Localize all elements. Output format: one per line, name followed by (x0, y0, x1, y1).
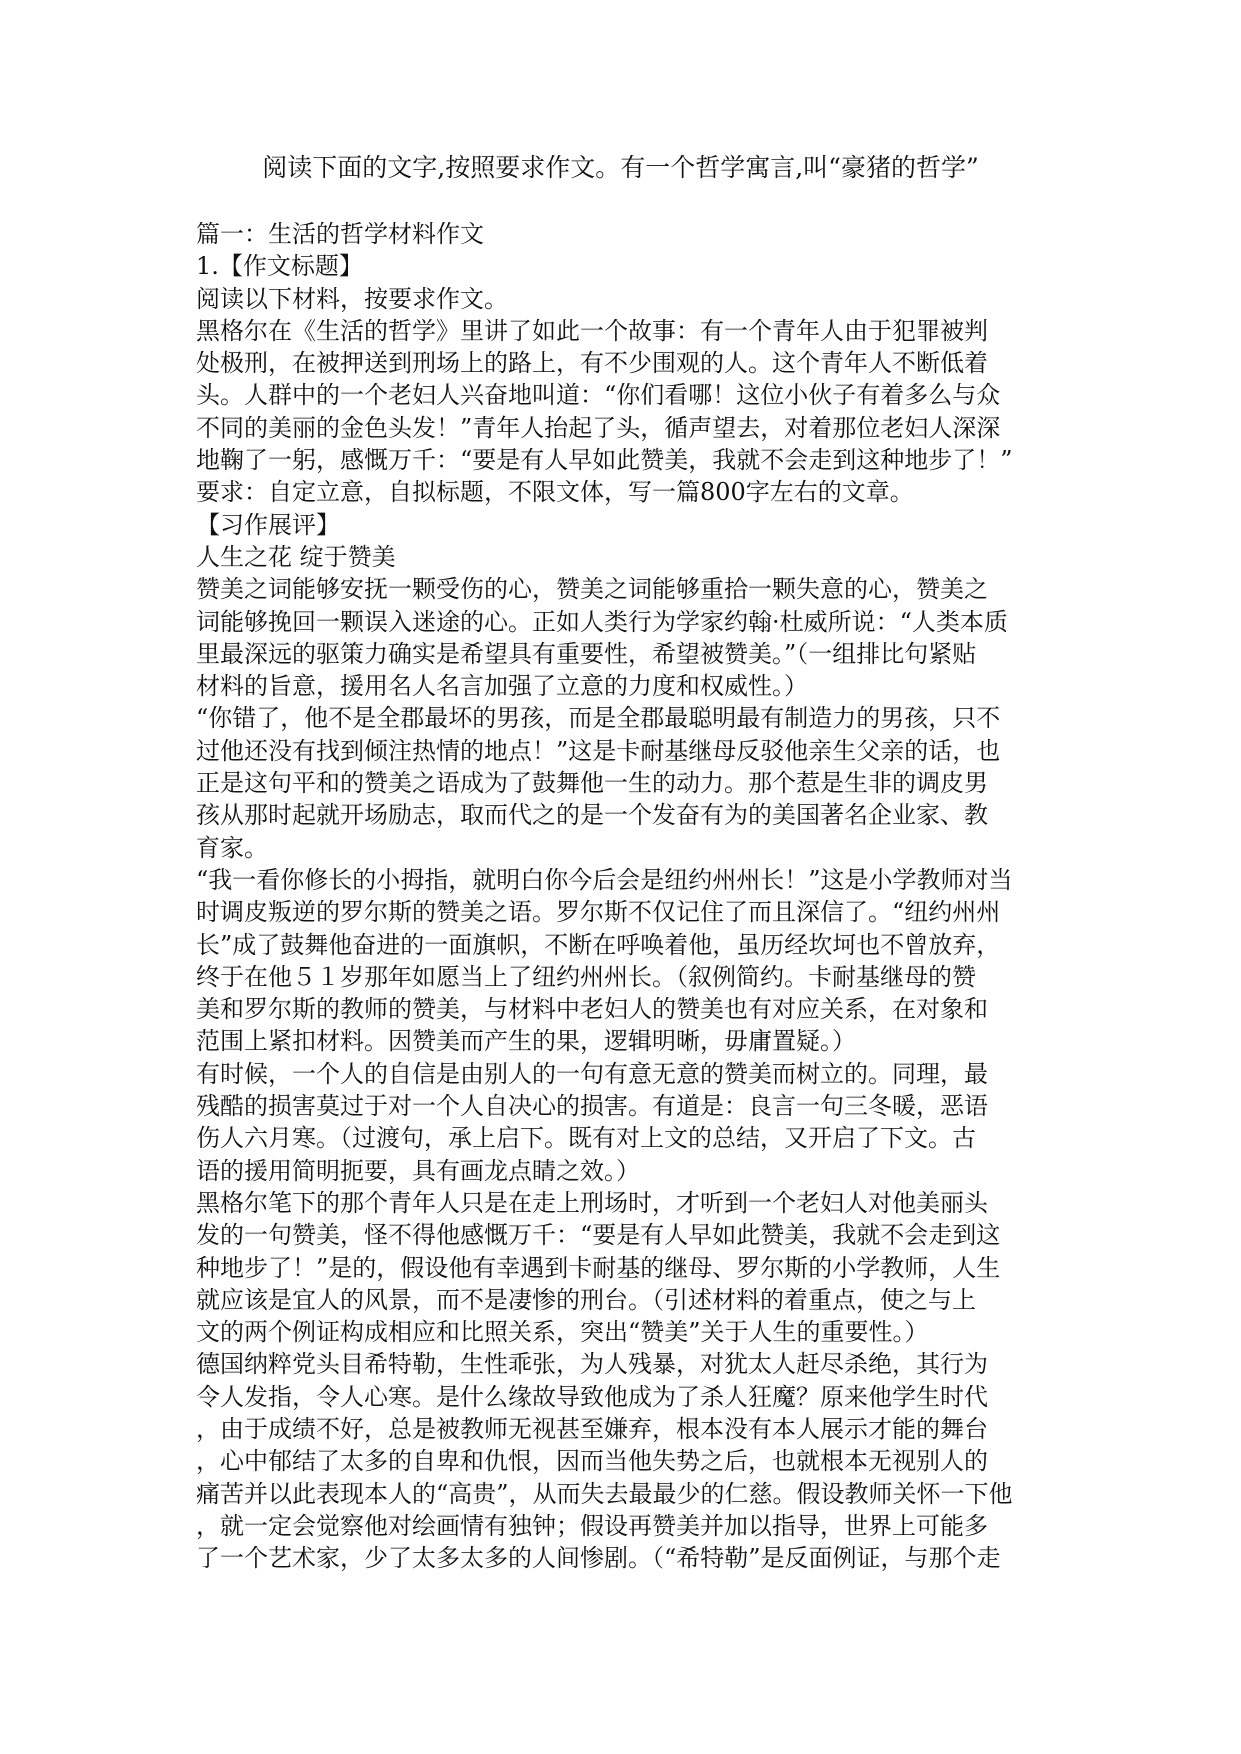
text-line: 处极刑，在被押送到刑场上的路上，有不少围观的人。这个青年人不断低着 (196, 349, 988, 378)
text-line: 就应该是宜人的风景，而不是凄惨的刑台。（引述材料的着重点，使之与上 (196, 1285, 976, 1314)
text-line: 令人发指，令人心寒。是什么缘故导致他成为了杀人狂魔？原来他学生时代 (196, 1382, 988, 1411)
text-line: 地鞠了一躬，感慨万千：“要是有人早如此赞美，我就不会走到这种地步了！” (196, 446, 1013, 475)
text-line: 语的援用简明扼要，具有画龙点睛之效。） (196, 1156, 640, 1185)
text-line: 头。人群中的一个老妇人兴奋地叫道：“你们看哪！这位小伙子有着多么与众 (196, 381, 1001, 410)
text-line: 里最深远的驱策力确实是希望具有重要性，希望被赞美。”（一组排比句紧贴 (196, 639, 977, 668)
document-body (196, 218, 1046, 1574)
text-line: 篇一：生活的哲学材料作文 (196, 220, 484, 248)
text-line: 1.【作文标题】 (196, 252, 363, 281)
text-line: 赞美之词能够安抚一颗受伤的心，赞美之词能够重拾一颗失意的心，赞美之 (196, 575, 988, 604)
document-title: 阅读下面的文字,按照要求作文。有一个哲学寓言,叫“豪猪的哲学” (262, 153, 979, 182)
text-line: ，心中郁结了太多的自卑和仇恨，因而当他失势之后，也就根本无视别人的 (196, 1447, 988, 1476)
text-line: 阅读以下材料，按要求作文。 (196, 284, 508, 313)
text-line: 终于在他５１岁那年如愿当上了纽约州州长。（叙例简约。卡耐基继母的赞 (196, 962, 976, 991)
text-line: 伤人六月寒。（过渡句，承上启下。既有对上文的总结，又开启了下文。古 (196, 1124, 976, 1153)
text-line: 词能够挽回一颗误入迷途的心。正如人类行为学家约翰·杜威所说：“人类本质 (196, 607, 1008, 636)
text-line: ，就一定会觉察他对绘画情有独钟；假设再赞美并加以指导，世界上可能多 (196, 1511, 988, 1540)
text-line: “我一看你修长的小拇指，就明白你今后会是纽约州州长！”这是小学教师对当 (196, 865, 1013, 894)
text-line: 种地步了！”是的，假设他有幸遇到卡耐基的继母、罗尔斯的小学教师，人生 (196, 1253, 1001, 1282)
text-line: 德国纳粹党头目希特勒，生性乖张，为人残暴，对犹太人赶尽杀绝，其行为 (196, 1350, 988, 1379)
text-line: 长”成了鼓舞他奋进的一面旗帜，不断在呼唤着他，虽历经坎坷也不曾放弃， (196, 930, 1001, 959)
text-line: 发的一句赞美，怪不得他感慨万千：“要是有人早如此赞美，我就不会走到这 (196, 1221, 1001, 1250)
text-line: 要求：自定立意，自拟标题，不限文体，写一篇800字左右的文章。 (196, 478, 914, 507)
text-line: 【习作展评】 (196, 510, 340, 539)
text-line: 黑格尔在《生活的哲学》里讲了如此一个故事：有一个青年人由于犯罪被判 (196, 316, 988, 345)
text-line: 过他还没有找到倾注热情的地点！”这是卡耐基继母反驳他亲生父亲的话，也 (196, 736, 1001, 765)
text-line: 残酷的损害莫过于对一个人自决心的损害。有道是：良言一句三冬暖，恶语 (196, 1092, 988, 1121)
text-line: 美和罗尔斯的教师的赞美，与材料中老妇人的赞美也有对应关系，在对象和 (196, 995, 988, 1024)
text-line: 材料的旨意，援用名人名言加强了立意的力度和权威性。） (196, 672, 808, 701)
text-line: 人生之花 绽于赞美 (196, 542, 396, 571)
text-line: 了一个艺术家，少了太多太多的人间惨剧。（“希特勒”是反面例证，与那个走 (196, 1544, 1001, 1573)
text-line: 痛苦并以此表现本人的“高贵”，从而失去最最少的仁慈。假设教师关怀一下他 (196, 1479, 1013, 1508)
text-line: 文的两个例证构成相应和比照关系，突出“赞美”关于人生的重要性。） (196, 1318, 929, 1347)
text-line: 有时候，一个人的自信是由别人的一句有意无意的赞美而树立的。同理，最 (196, 1059, 988, 1088)
text-line: 正是这句平和的赞美之语成为了鼓舞他一生的动力。那个惹是生非的调皮男 (196, 769, 988, 798)
text-line: 黑格尔笔下的那个青年人只是在走上刑场时，才听到一个老妇人对他美丽头 (196, 1188, 988, 1217)
text-line: 范围上紧扣材料。因赞美而产生的果，逻辑明晰，毋庸置疑。） (196, 1027, 856, 1056)
text-line: 不同的美丽的金色头发！”青年人抬起了头，循声望去，对着那位老妇人深深 (196, 413, 1001, 442)
text-line: 时调皮叛逆的罗尔斯的赞美之语。罗尔斯不仅记住了而且深信了。“纽约州州 (196, 898, 1001, 927)
text-line: 育家。 (196, 833, 268, 862)
text-line: “你错了，他不是全郡最坏的男孩，而是全郡最聪明最有制造力的男孩，只不 (196, 704, 1001, 733)
text-line: ，由于成绩不好，总是被教师无视甚至嫌弃，根本没有本人展示才能的舞台 (196, 1414, 988, 1443)
text-line: 孩从那时起就开场励志，取而代之的是一个发奋有为的美国著名企业家、教 (196, 801, 988, 830)
